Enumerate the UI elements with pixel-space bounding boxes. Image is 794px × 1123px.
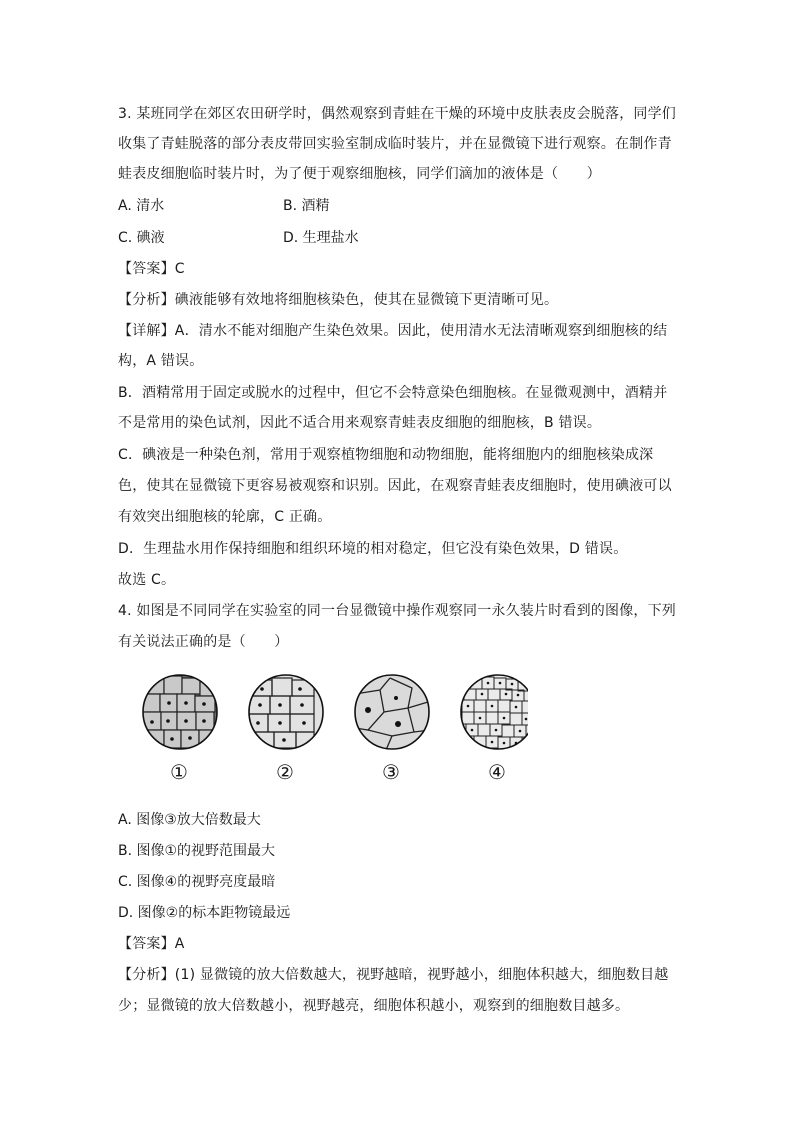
q3-detail-line-6: 色，使其在显微镜下更容易被观察和识别。因此，在观察青蛙表皮细胞时，使用碘液可以: [118, 478, 672, 494]
q3-detail-line-2: 构，A 错误。: [118, 353, 204, 369]
microscope-view-2: [248, 675, 323, 749]
figure-label-1: ①: [170, 760, 188, 784]
microscope-view-3: [355, 675, 430, 750]
q3-detail-line-7: 有效突出细胞核的轮廓，C 正确。: [118, 509, 332, 525]
q3-option-b: B. 酒精: [283, 198, 330, 214]
q3-stem-line-3: 蛙表皮细胞临时装片时，为了便于观察细胞核，同学们滴加的液体是（ ）: [118, 166, 601, 182]
figure-label-2: ②: [276, 760, 294, 784]
q4-option-c: C. 图像④的视野亮度最暗: [118, 874, 276, 890]
q3-detail-line-8: D．生理盐水用作保持细胞和组织环境的相对稳定，但它没有染色效果，D 错误。: [118, 541, 628, 557]
microscope-view-1: [142, 675, 217, 749]
q4-stem-line-1: 4. 如图是不同同学在实验室的同一台显微镜中操作观察同一永久装片时看到的图像，下列: [118, 603, 677, 619]
q3-detail-line-9: 故选 C。: [118, 572, 176, 588]
microscope-view-4: [461, 675, 528, 749]
q4-option-a: A. 图像③放大倍数最大: [118, 812, 261, 828]
q3-detail-line-1: 【详解】A．清水不能对细胞产生染色效果。因此，使用清水无法清晰观察到细胞核的结: [118, 323, 668, 339]
q3-option-c: C. 碘液: [118, 230, 165, 246]
figure-label-3: ③: [382, 760, 400, 784]
q4-analysis-line-2: 少；显微镜的放大倍数越小，视野越亮，细胞体积越小，观察到的细胞数目越多。: [118, 998, 630, 1014]
q3-option-d: D. 生理盐水: [283, 230, 359, 246]
q4-option-b: B. 图像①的视野范围最大: [118, 843, 276, 859]
q4-analysis-line-1: 【分析】(1) 显微镜的放大倍数越大，视野越暗，视野越小，细胞体积越大，细胞数目越: [118, 967, 669, 983]
figure-label-4: ④: [488, 760, 506, 784]
q3-option-a: A. 清水: [118, 198, 165, 214]
q3-stem-line-2: 收集了青蛙脱落的部分表皮带回实验室制成临时装片，并在显微镜下进行观察。在制作青: [118, 136, 672, 152]
q3-detail-line-3: B．酒精常用于固定或脱水的过程中，但它不会特意染色细胞核。在显微观测中，酒精并: [118, 385, 668, 401]
q3-answer: 【答案】C: [118, 261, 185, 277]
q4-answer: 【答案】A: [118, 936, 185, 952]
q4-stem-line-2: 有关说法正确的是（ ）: [118, 634, 289, 650]
microscope-views-figure: [128, 672, 528, 792]
q3-detail-line-5: C．碘液是一种染色剂，常用于观察植物细胞和动物细胞，能将细胞内的细胞核染成深: [118, 447, 654, 463]
q3-stem-line-1: 3. 某班同学在郊区农田研学时，偶然观察到青蛙在干燥的环境中皮肤表皮会脱落，同学们: [118, 106, 677, 122]
q4-option-d: D. 图像②的标本距物镜最远: [118, 905, 291, 921]
q3-detail-line-4: 不是常用的染色试剂，因此不适合用来观察青蛙表皮细胞的细胞核，B 错误。: [118, 415, 602, 431]
q3-analysis: 【分析】碘液能够有效地将细胞核染色，使其在显微镜下更清晰可见。: [118, 292, 559, 308]
microscope-views-svg: [128, 672, 528, 762]
